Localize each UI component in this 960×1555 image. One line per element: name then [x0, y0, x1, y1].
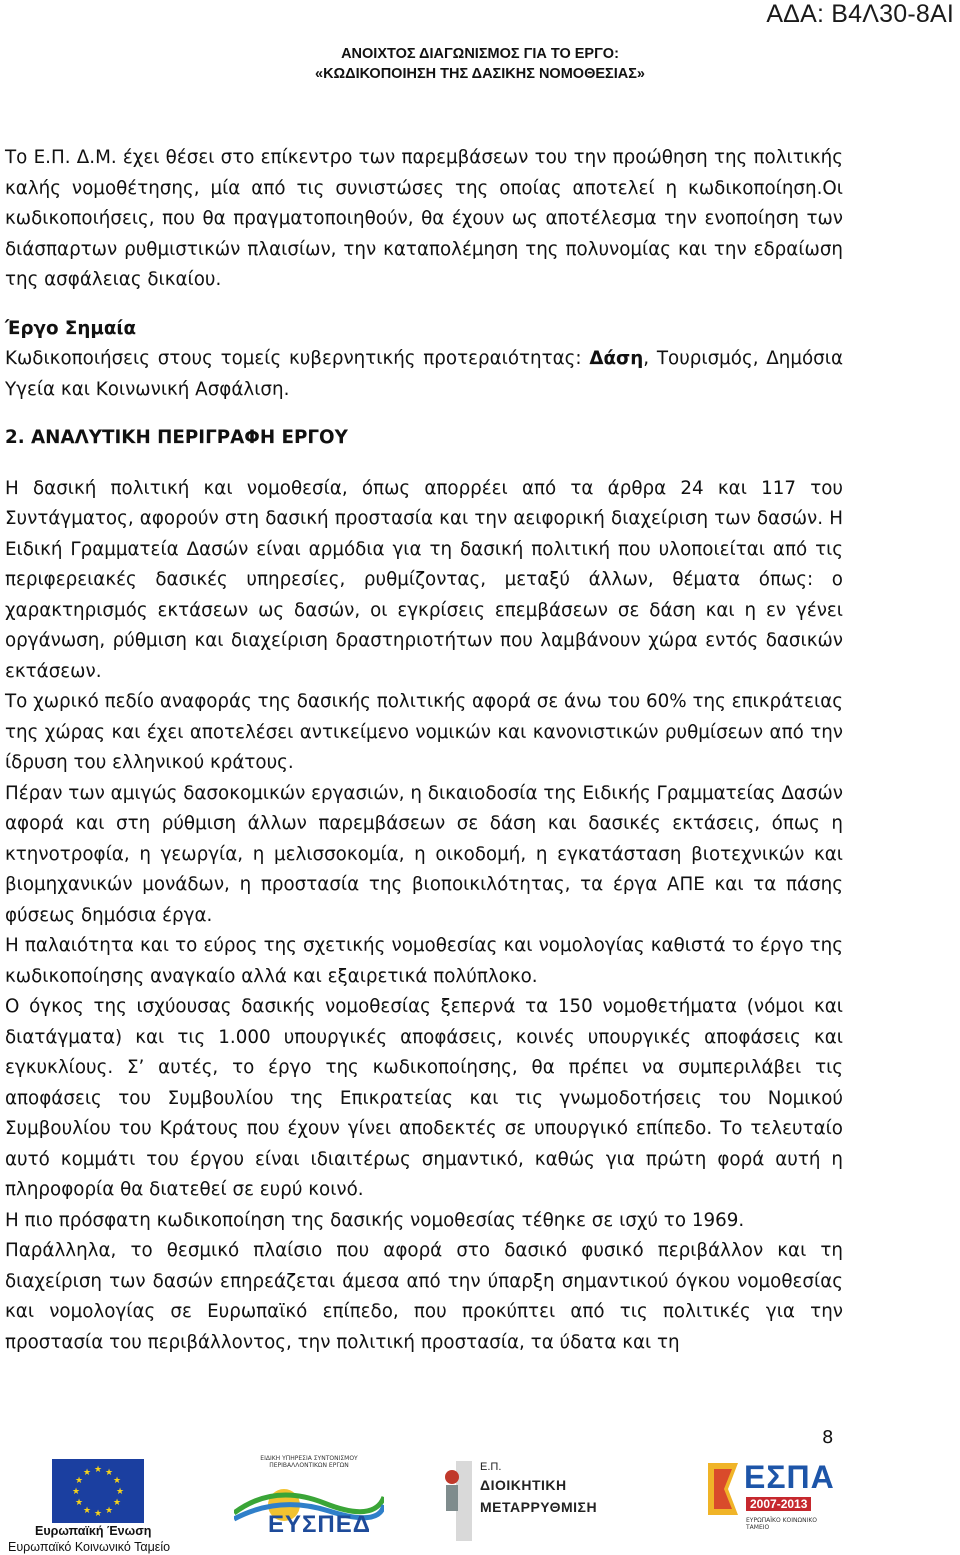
footer-logos [0, 1455, 960, 1554]
svg-text:★: ★ [112, 1476, 122, 1486]
ep-line-2: ΜΕΤΑΡΡΥΘΜΙΣΗ [480, 1499, 598, 1515]
svg-text:★: ★ [104, 1468, 114, 1478]
ep-logo [438, 1455, 603, 1551]
flagship-heading: Έργο Σημαία [5, 317, 137, 339]
eu-caption [8, 1523, 170, 1555]
svg-text:★: ★ [71, 1487, 81, 1497]
espa-mark-icon [704, 1455, 744, 1525]
document-body [5, 143, 843, 1358]
eu-flag-icon [52, 1459, 144, 1523]
espa-logo [704, 1455, 834, 1551]
eysped-logo [234, 1455, 384, 1551]
eysped-word: ΕΥΣΠΕΔ [268, 1511, 372, 1538]
flagship-paragraph [5, 344, 843, 405]
ep-title: Ε.Π. [480, 1461, 502, 1473]
paragraph-6: Η πιο πρόσφατη κωδικοποίηση της δασικής νομοθεσίας τέθηκε σε ισχύ το 1969. [5, 1209, 745, 1231]
espa-years: 2007-2013 [746, 1497, 811, 1511]
ep-line-1: ΔΙΟΙΚΗΤΙΚΗ [480, 1477, 567, 1493]
svg-text:★: ★ [93, 1509, 103, 1519]
paragraph-2: Το χωρικό πεδίο αναφοράς της δασικής πολιτικής αφορά σε άνω του 60% της επικράτειας της χώρας και έχει αποτελέσει αντικείμενο νομικών και κανονιστικών ρυθμίσεων από την ίδρυση του ελληνικού κράτους. [5, 691, 843, 773]
flagship-bold-word: Δάση [589, 348, 644, 369]
svg-text:★: ★ [82, 1506, 92, 1516]
header-line-2: «ΚΩΔΙΚΟΠΟΙΗΣΗ ΤΗΣ ΔΑΣΙΚΗΣ ΝΟΜΟΘΕΣΙΑΣ» [315, 66, 645, 82]
page-number: 8 [822, 1427, 834, 1448]
ep-figure-icon [438, 1455, 478, 1551]
header-line-1: ΑΝΟΙΧΤΟΣ ΔΙΑΓΩΝΙΣΜΟΣ ΓΙΑ ΤΟ ΕΡΓΟ: [341, 46, 619, 62]
espa-word: ΕΣΠΑ [744, 1459, 835, 1495]
ada-code: ΑΔΑ: Β4Λ30-8ΑΙ [766, 0, 954, 28]
paragraph-5: Ο όγκος της ισχύουσας δασικής νομοθεσίας ξεπερνά τα 150 νομοθετήματα (νόμοι και διατάγματα) και τις 1.000 υπουργικές αποφάσεις, κοινές υπουργικές αποφάσεις και εγκυκλίους. Σ’ αυτές, το έργο της κωδικοποίησης, θα πρέπει να συμπεριλάβει τις αποφάσεις του Συμβουλίου της Επικρατείας και τις γνωμοδοτήσεις του Νομικού Συμβουλίου του Κράτους που έχουν γίνει αποδεκτές σε υπουργικό επίπεδο. Το τελευταίο αυτό κομμάτι του έργου είναι ιδιαιτέρως σημαντικό, καθώς για πρώτη φορά αυτή η πληροφορία θα διατεθεί σε ευρύ κοινό. [5, 996, 843, 1200]
svg-text:★: ★ [82, 1468, 92, 1478]
paragraph-4: Η παλαιότητα και το εύρος της σχετικής νομοθεσίας και νομολογίας καθιστά το έργο της κωδικοποίησης αναγκαίο αλλά και εξαιρετικά πολύπλοκο. [5, 935, 843, 987]
paragraph-3: Πέραν των αμιγώς δασοκομικών εργασιών, η δικαιοδοσία της Ειδικής Γραμματείας Δασών αφορά και στη ρύθμιση άλλων παρεμβάσεων σε δάση και δασικές εκτάσεις, όπως η κτηνοτροφία, η γεωργία, η μελισσοκομία, η οικοδομή, η εγκατάσταση βιοτεχνικών και βιομηχανικών μονάδων, η προστασία της βιοποικιλότητας, τα έργα ΑΠΕ και τα πάσης φύσεως δημόσια έργα. [5, 782, 843, 926]
svg-text:★: ★ [112, 1498, 122, 1508]
paragraph-7: Παράλληλα, το θεσμικό πλαίσιο που αφορά στο δασικό φυσικό περιβάλλον και τη διαχείριση των δασών επηρεάζεται άμεσα από την ύπαρξη σημαντικού όγκου νομοθεσίας και νομολογίας σε Ευρωπαϊκό επίπεδο, που προκύπτει από τις πολιτικές για την προστασία του περιβάλλοντος, την πολιτική προστασία, τα ύδατα και τη [5, 1240, 843, 1353]
eysped-small-text: ΕΙΔΙΚΗ ΥΠΗΡΕΣΙΑ ΣΥΝΤΟΝΙΣΜΟΥ ΠΕΡΙΒΑΛΛΟΝΤΙΚΩΝ ΕΡΓΩΝ [260, 1455, 358, 1469]
eu-line-2: Ευρωπαϊκό Κοινωνικό Ταμείο [8, 1540, 171, 1554]
section-heading: 2. ΑΝΑΛΥΤΙΚΗ ΠΕΡΙΓΡΑΦΗ ΕΡΓΟΥ [5, 427, 348, 448]
svg-text:★: ★ [74, 1498, 84, 1508]
intro-paragraph: Το Ε.Π. Δ.Μ. έχει θέσει στο επίκεντρο των παρεμβάσεων του την προώθηση της πολιτικής καλής νομοθέτησης, μία από τις συνιστώσες της οποίας αποτελεί η κωδικοποίηση.Οι κωδικοποιήσεις, που θα πραγματοποιηθούν, θα έχουν ως αποτέλεσμα την ενοποίηση των διάσπαρτων ρυθμιστικών πλαισίων, την καταπολέμηση της πολυνομίας και την εδραίωση της ασφάλειας δικαίου. [5, 147, 843, 290]
document-header [200, 44, 760, 84]
svg-text:★: ★ [93, 1465, 103, 1475]
svg-text:★: ★ [104, 1506, 114, 1516]
espa-subtitle: ΕΥΡΩΠΑΪΚΟ ΚΟΙΝΩΝΙΚΟ ΤΑΜΕΙΟ [746, 1517, 818, 1531]
paragraph-1: Η δασική πολιτική και νομοθεσία, όπως απορρέει από τα άρθρα 24 και 117 του Συντάγματος, αφορούν στη δασική προστασία και την αειφορική διαχείριση των δασών. Η Ειδική Γραμματεία Δασών είναι αρμόδια για τη δασική πολιτική που υλοποιείται από τις περιφερειακές δασικές υπηρεσίες, ρυθμίζοντας, μεταξύ άλλων, θέματα όπως: ο χαρακτηρισμός εκτάσεων ως δασών, οι εγκρίσεις επεμβάσεων σε δάση και η εν γένει οργάνωση, ρύθμιση και διαχείριση δραστηριοτήτων που λαμβάνουν χώρα εντός δασικών εκτάσεων. [5, 477, 843, 682]
svg-text:★: ★ [74, 1476, 84, 1486]
svg-text:★: ★ [115, 1487, 125, 1497]
eu-line-1: Ευρωπαϊκή Ένωση [35, 1524, 152, 1538]
flagship-text-before: Κωδικοποιήσεις στους τομείς κυβερνητικής προτεραιότητας: [5, 348, 590, 369]
flagship-text-after: , Τουρισμός, Δημόσια Υγεία και Κοινωνική Ασφάλιση. [5, 348, 844, 400]
